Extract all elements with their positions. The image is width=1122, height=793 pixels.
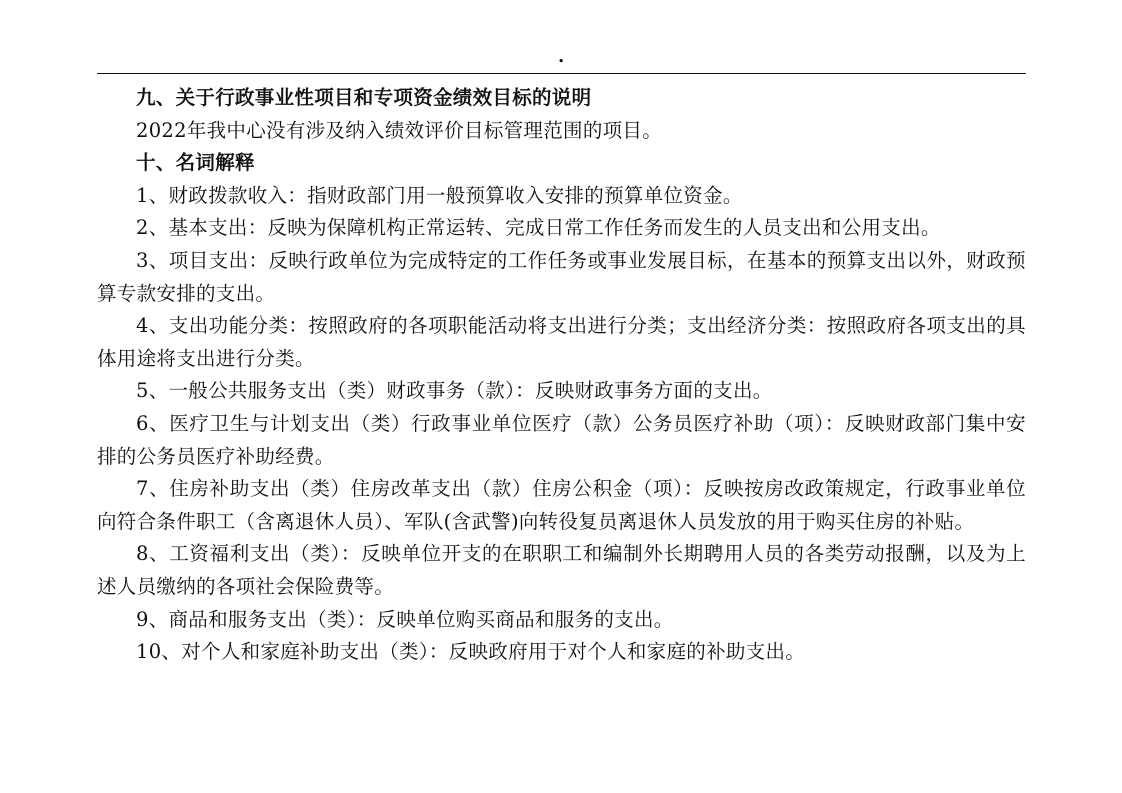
glossary-item-6: 6、医疗卫生与计划支出（类）行政事业单位医疗（款）公务员医疗补助（项）：反映财政部门集中安排的公务员医疗补助经费。	[97, 411, 1026, 468]
performance-statement: 2022年我中心没有涉及纳入绩效评价目标管理范围的项目。	[136, 118, 663, 142]
header-mark: .	[558, 46, 565, 67]
glossary-item-2: 2、基本支出：反映为保障机构正常运转、完成日常工作任务而发生的人员支出和公用支出。	[136, 216, 941, 240]
section-heading-glossary: 十、名词解释	[136, 151, 255, 175]
glossary-item-10: 10、对个人和家庭补助支出（类）：反映政府用于对个人和家庭的补助支出。	[136, 640, 806, 664]
header-rule	[97, 73, 1026, 74]
glossary-item-4: 4、支出功能分类：按照政府的各项职能活动将支出进行分类；支出经济分类：按照政府各项支出的具体用途将支出进行分类。	[97, 314, 1026, 370]
glossary-item-7: 7、住房补助支出（类）住房改革支出（款）住房公积金（项）：反映按房改政策规定，行政事业单位向符合条件职工（含离退休人员）、军队(含武警)向转役复员离退休人员发放的用于购买住房的补贴。	[97, 477, 1026, 533]
section-heading-performance: 九、关于行政事业性项目和专项资金绩效目标的说明	[136, 86, 592, 109]
glossary-item-5: 5、一般公共服务支出（类）财政事务（款）：反映财政事务方面的支出。	[136, 379, 773, 403]
glossary-item-3: 3、项目支出：反映行政单位为完成特定的工作任务或事业发展目标，在基本的预算支出以外，财政预算专款安排的支出。	[97, 248, 1026, 305]
glossary-item-1: 1、财政拨款收入：指财政部门用一般预算收入安排的预算单位资金。	[136, 183, 743, 207]
glossary-item-8: 8、工资福利支出（类）：反映单位开支的在职职工和编制外长期聘用人员的各类劳动报酬，以及为上述人员缴纳的各项社会保险费等。	[97, 542, 1026, 598]
document-body	[97, 82, 1026, 669]
glossary-item-9: 9、商品和服务支出（类）：反映单位购买商品和服务的支出。	[136, 607, 674, 631]
